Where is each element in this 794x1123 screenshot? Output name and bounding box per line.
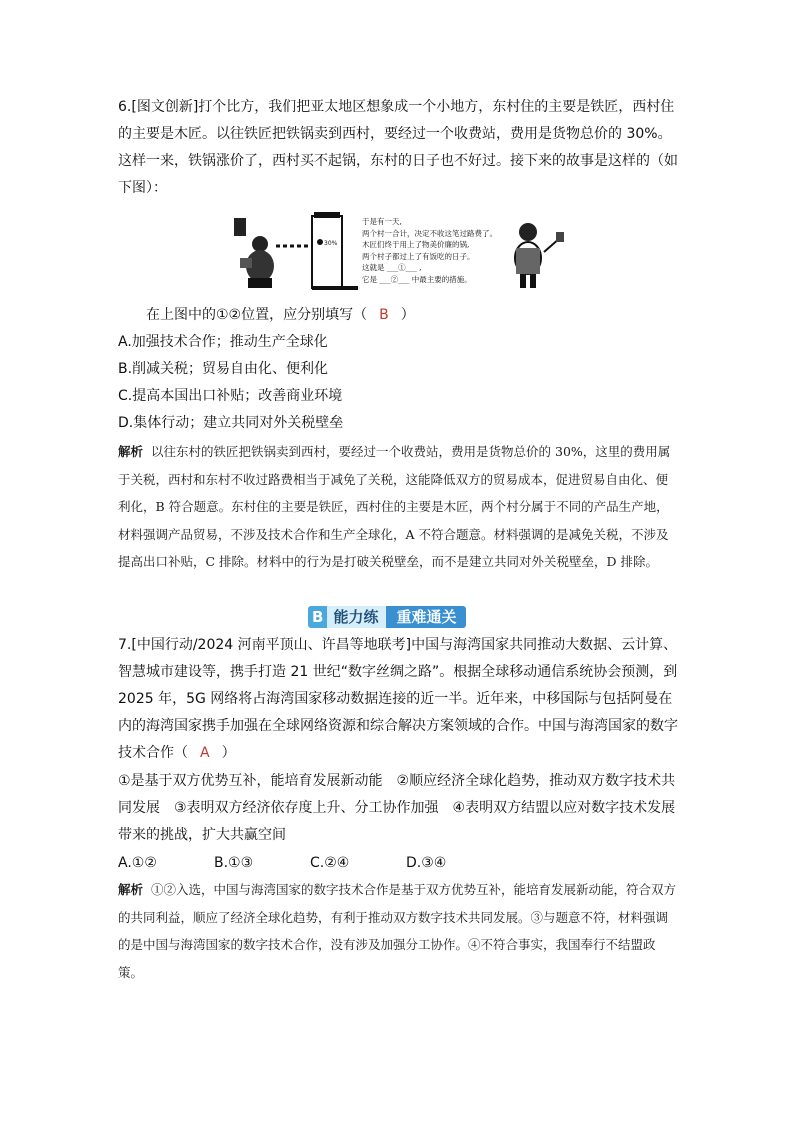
option-d: D.集体行动；建立共同对外关税壁垒 [118,415,344,431]
q7-statements: ①是基于双方优势互补，能培育发展新动能 ②顺应经济全球化趋势，推动双方数字技术共同发展 ③表明双方经济依存度上升、分工协作加强 ④表明双方结盟以应对数字技术发展带来的挑战，扩大共赢空间 [118,773,676,843]
caption-line: 木匠们终于用上了物美价廉的锅, [362,240,470,249]
caption-line: 两个村子都过上了有饭吃的日子。 [362,251,475,261]
explanation-text: 以往东村的铁匠把铁锅卖到西村，要经过一个收费站，费用是货物总价的 30%，这里的费用属于关税，西村和东村不收过路费相当于减免了关税，这能降低双方的贸易成本，促进贸易自由化、便利化，B 符合题意。东村住的主要是铁匠，西村住的主要是木匠，两个村分属于不同的产品生产地，材料强调产品贸易，不涉及技术合作和生产全球化，A 不符合题意。材料强调的是减免关税，不涉及提高出口补贴，C 排除。材料中的行为是打破关税壁垒，而不是建立共同对外关税壁垒，D 排除。 [118,444,671,569]
figure-caption [362,216,497,285]
caption-line: 于是有一天, [362,217,402,226]
q7-stem [118,632,678,767]
explanation-text: ①②入选，中国与海湾国家的数字技术合作是基于双方优势互补，能培育发展新动能，符合双方的共同利益，顺应了经济全球化趋势，有利于推动双方数字技术共同发展。③与题意不符，材料强调的是中国与海湾国家的数字技术合作，没有涉及加强分工协作。④不符合事实，我国奉行不结盟政策。 [118,882,677,980]
q7-explanation [118,876,678,986]
answer-mark: B [379,307,389,323]
caption-line: 这就是 ___①___ , [362,263,422,272]
cartoon-illustration [230,208,360,296]
option-c: C.提高本国出口补贴；改善商业环境 [118,388,343,404]
prompt-close: ） [400,307,415,323]
explanation-label: 解析 [118,882,144,897]
banner-subtitle: 重难通关 [386,606,466,628]
prompt-text: 在上图中的①②位置，应分别填写（ [146,307,368,323]
answer-mark: A [200,745,210,761]
section-banner [308,606,466,628]
banner-letter: B [308,606,327,628]
choice-c: C.②④ [310,855,350,871]
choice-a: A.①② [118,855,157,871]
q6-stem: 6.[图文创新]打个比方，我们把亚太地区想象成一个小地方，东村住的主要是铁匠，西村住的主要是木匠。以往铁匠把铁锅卖到西村，要经过一个收费站，费用是货物总价的 30%。这样一来，铁锅涨价了，西村买不起锅，东村的日子也不好过。接下来的故事是这样的（如下图）： [118,99,678,196]
q6-figure [230,208,564,296]
option-b: B.削减关税；贸易自由化、便利化 [118,361,329,377]
option-a: A.加强技术合作；推动生产全球化 [118,334,328,350]
q6-explanation [118,438,678,576]
q7-stem-close: ） [221,745,236,761]
choice-d: D.③④ [406,855,447,871]
banner-title: 能力练 [327,606,386,628]
q7-stem-text: 7.[中国行动/2024 河南平顶山、许昌等地联考]中国与海湾国家共同推动大数据、云计算、智慧城市建设等，携手打造 21 世纪“数字丝绸之路”。根据全球移动通信系统协会预测，到 2025 年，5G 网络将占海湾国家移动数据连接的近一半。近年来，中移国际与包括阿曼在内的海湾国家携手加强在全球网络资源和综合解决方案领域的合作。中国与海湾国家的数字技术合作（ [118,637,678,761]
q6-prompt [146,302,706,329]
carpenter-illustration [500,208,570,296]
caption-line: 它是 ___②___ 中最主要的措施。 [362,274,472,284]
explanation-label: 解析 [118,444,144,459]
choice-b: B.①③ [214,855,254,871]
toll-rate-label: 30% [324,240,338,247]
q7-choices [118,850,446,877]
caption-line: 两个村一合计，决定不收这笔过路费了。 [362,228,497,238]
